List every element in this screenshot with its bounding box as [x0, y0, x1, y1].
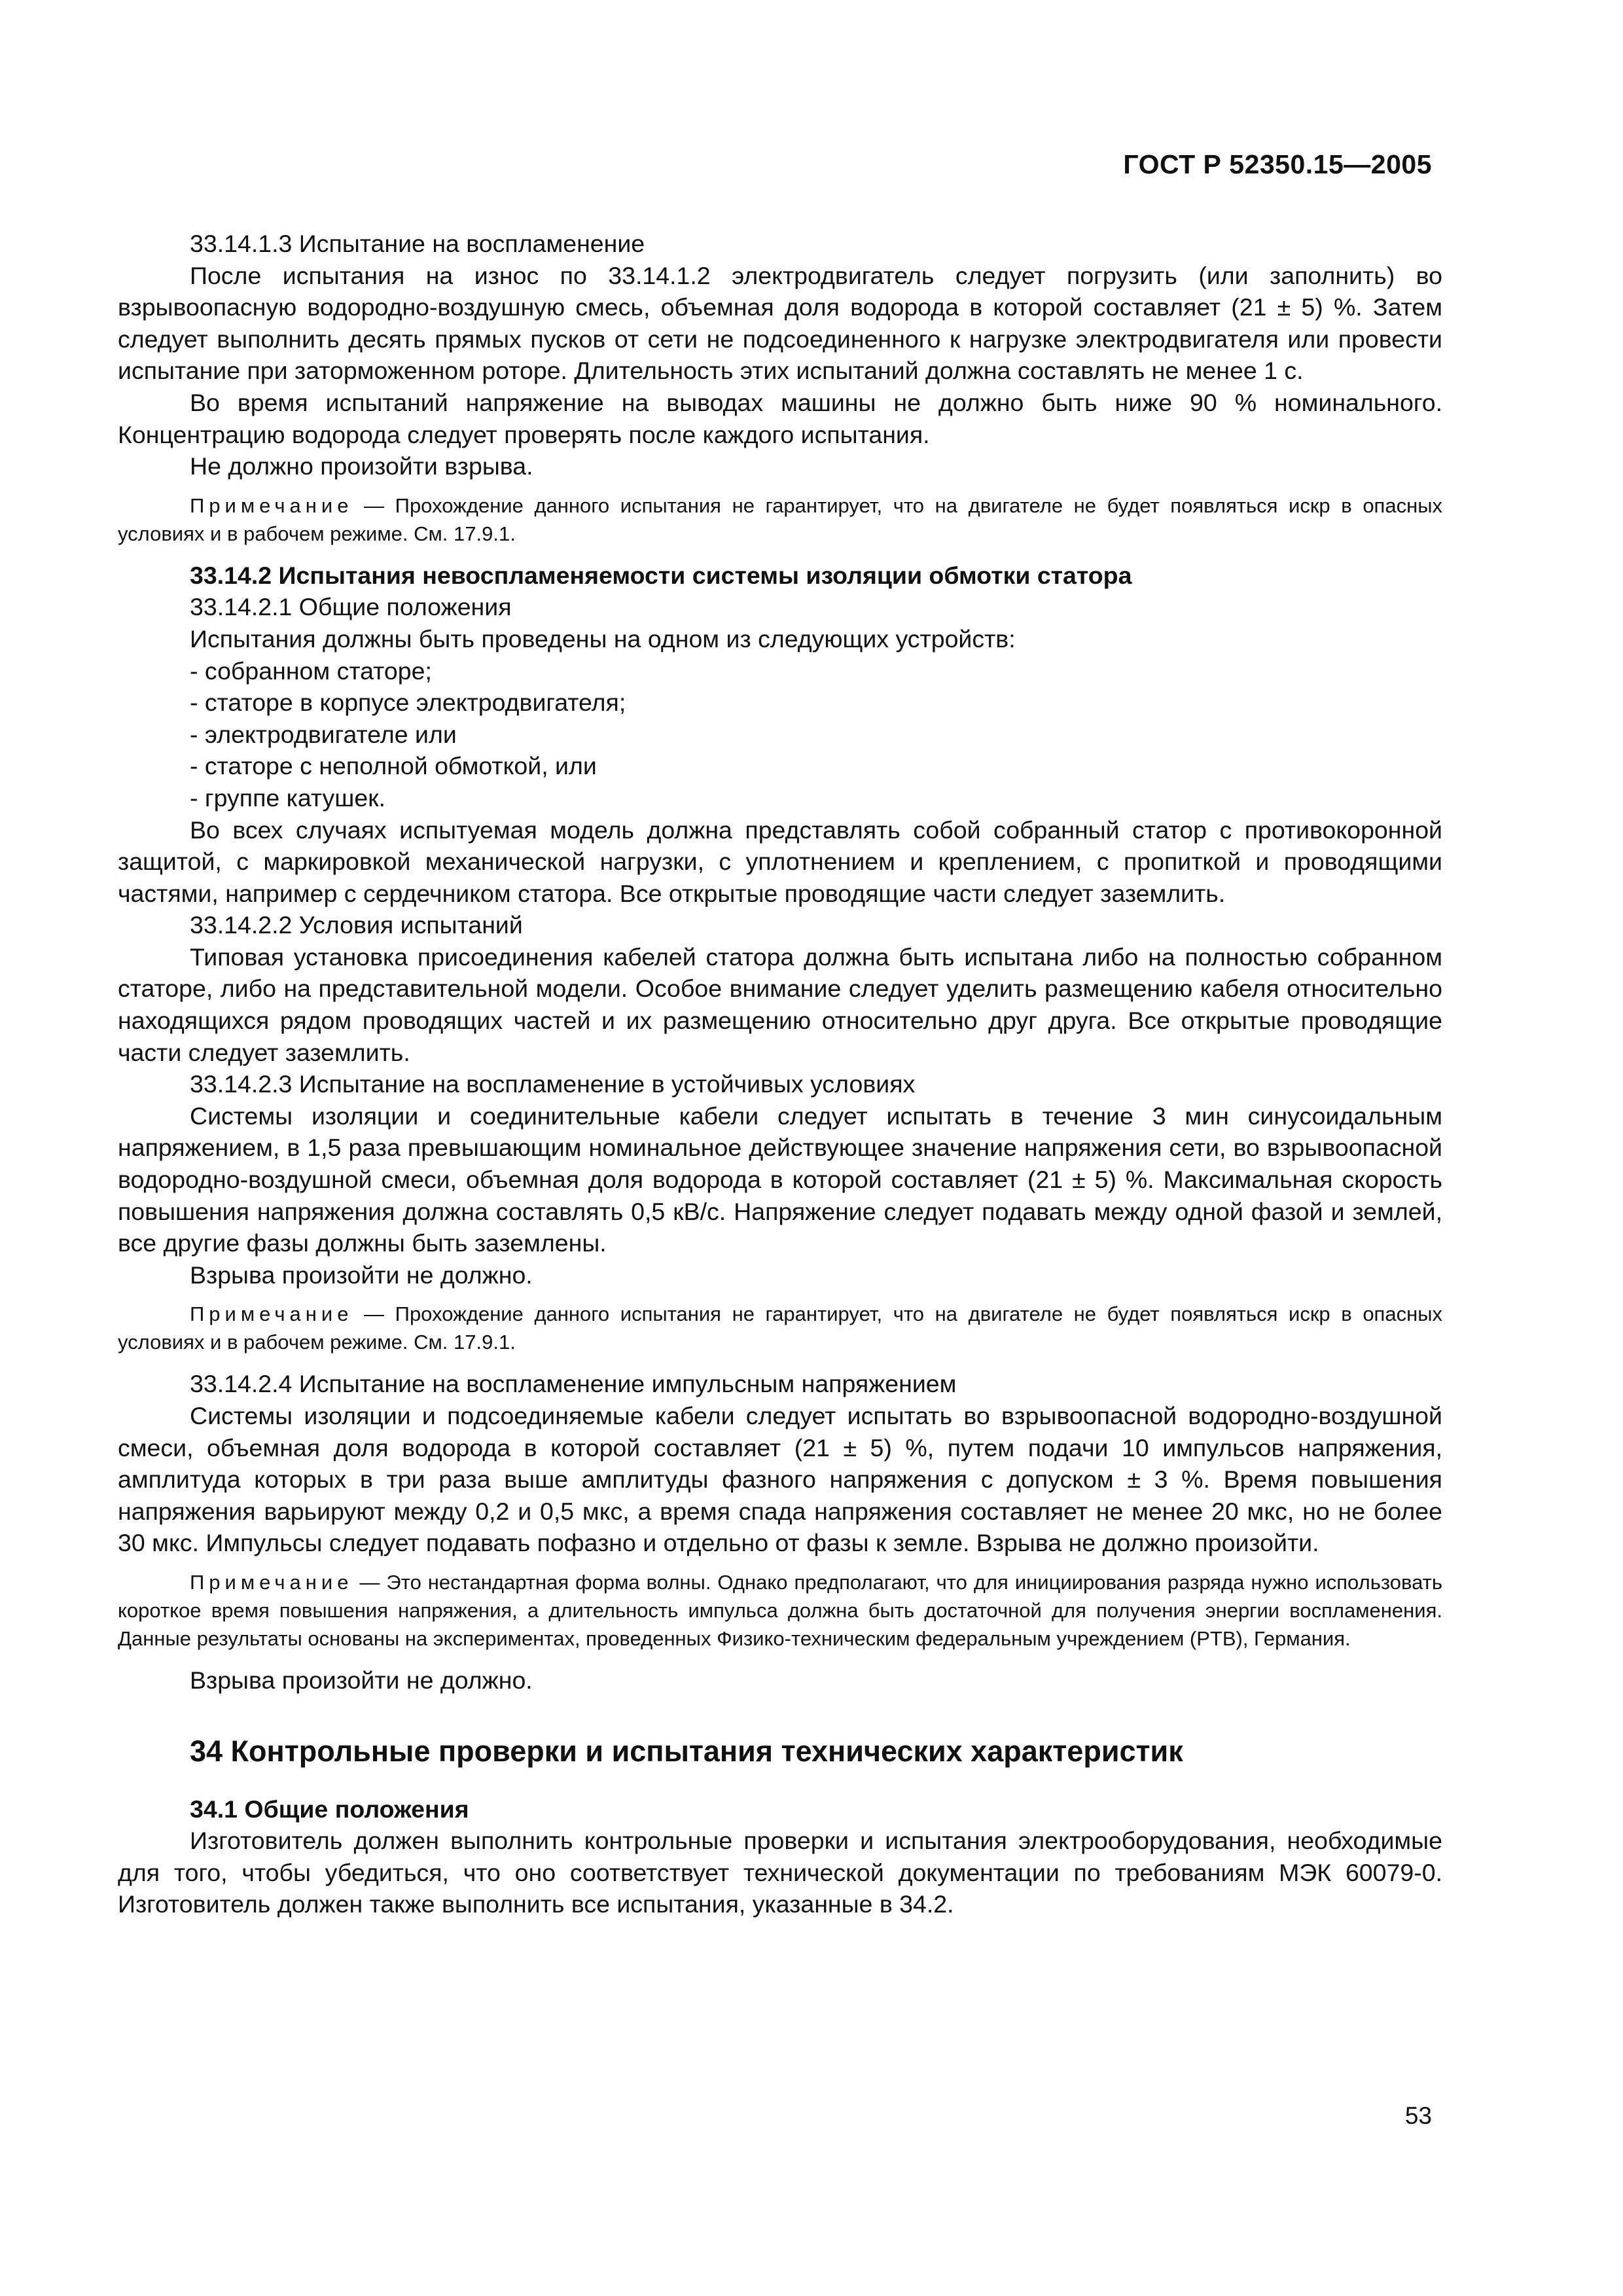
note [118, 492, 1442, 548]
paragraph: Взрыва произойти не должно. [190, 1666, 533, 1694]
standard-header: ГОСТ Р 52350.15—2005 [1123, 149, 1432, 179]
list-item: - электродвигателе или [190, 720, 457, 748]
note [118, 1300, 1442, 1356]
paragraph: Системы изоляции и соединительные кабели следует испытать в течение 3 мин синусоидальным напряжением, в 1,5 раза превышающим номинальное действующее значение напряжения сети, во взрывоопасной водородно-воздушной смеси, объемная доля водорода в которой составляет (21 ± 5) %. Максимальная скорость повышения напряжения должна составлять 0,5 кВ/с. Напряжение следует подавать между одной фазой и землей, все другие фазы должны быть заземлены. [118, 1102, 1442, 1257]
list-item: - собранном статоре; [190, 656, 432, 685]
clause-heading-33-14-2-3: 33.14.2.3 Испытание на воспламенение в устойчивых условиях [190, 1070, 916, 1098]
paragraph: Во всех случаях испытуемая модель должна представлять собой собранный статор с противокоронной защитой, с маркировкой механической нагрузки, с уплотнением и креплением, с пропиткой и проводящими частями, например с сердечником статора. Все открытые проводящие части следует заземлить. [118, 816, 1442, 907]
note-label: Примечание [190, 1302, 353, 1326]
paragraph: Типовая установка присоединения кабелей статора должна быть испытана либо на полностью собранном статоре, либо на представительной модели. Особое внимание следует уделить размещению кабеля относительно находящихся рядом проводящих частей и их размещению относительно друг друга. Все открытые проводящие части следует заземлить. [118, 942, 1442, 1066]
paragraph: Изготовитель должен выполнить контрольные проверки и испытания электрооборудования, необходимые для того, чтобы убедиться, что оно соответствует технической документации по требованиям МЭК 60079-0. Изготовитель должен также выполнить все испытания, указанные в 34.2. [118, 1827, 1442, 1918]
paragraph: Не должно произойти взрыва. [190, 452, 533, 480]
list-item: - статоре с неполной обмоткой, или [190, 752, 597, 780]
clause-heading-33-14-1-3: 33.14.1.3 Испытание на воспламенение [190, 230, 645, 257]
document-body [118, 228, 1442, 1920]
list-item: - статоре в корпусе электродвигателя; [190, 689, 626, 717]
section-heading-34: 34 Контрольные проверки и испытания технических характеристик [190, 1734, 1183, 1768]
paragraph: После испытания на износ по 33.14.1.2 электродвигатель следует погрузить (или заполнить) во взрывоопасную водородно-воздушную смесь, объемная доля водорода в которой составляет (21 ± 5) %. Затем следует выполнить десять прямых пусков от сети не подсоединенного к нагрузке электродвигателя или провести испытание при заторможенном роторе. Длительность этих испытаний должна составлять не менее 1 с. [118, 261, 1442, 385]
paragraph: Взрыва произойти не должно. [190, 1261, 533, 1289]
paragraph: Во время испытаний напряжение на выводах машины не должно быть ниже 90 % номинального. Концентрацию водорода следует проверять после каждого испытания. [118, 388, 1442, 448]
paragraph: Испытания должны быть проведены на одном из следующих устройств: [190, 624, 1016, 653]
list-item: - группе катушек. [190, 783, 386, 812]
section-heading-33-14-2: 33.14.2 Испытания невоспламеняемости системы изоляции обмотки статора [190, 561, 1132, 589]
clause-heading-33-14-2-2: 33.14.2.2 Условия испытаний [190, 911, 523, 939]
section-heading-34-1: 34.1 Общие положения [190, 1795, 469, 1823]
paragraph: Системы изоляции и подсоединяемые кабели следует испытать во взрывоопасной водородно-воздушной смеси, объемная доля водорода в которой составляет (21 ± 5) %, путем подачи 10 импульсов напряжения, амплитуда которых в три раза выше амплитуды фазного напряжения с допуском ± 3 %. Время повышения напряжения варьируют между 0,2 и 0,5 мкс, а время спада напряжения составляет не менее 20 мкс, но не более 30 мкс. Импульсы следует подавать пофазно и отдельно от фазы к земле. Взрыва не должно произойти. [118, 1402, 1442, 1557]
note-text: — Прохождение данного испытания не гарантирует, что на двигателе не будет появляться искр в опасных условиях и в рабочем режиме. См. 17.9.1. [118, 1302, 1442, 1354]
clause-heading-33-14-2-1: 33.14.2.1 Общие положения [190, 593, 512, 621]
note-label: Примечание [190, 493, 353, 517]
page-number: 53 [1404, 2102, 1432, 2129]
note-text: — Это нестандартная форма волны. Однако предполагают, что для инициирования разряда нужно использовать короткое время повышения напряжения, а длительность импульса должна быть достаточной для получения энергии воспламенения. Данные результаты основаны на экспериментах, проведенных Физико-техническим федеральным учреждением (PTB), Германия. [118, 1570, 1442, 1650]
note-label: Примечание [190, 1570, 353, 1594]
note-text: — Прохождение данного испытания не гарантирует, что на двигателе не будет появляться искр в опасных условиях и в рабочем режиме. См. 17.9.1. [118, 493, 1442, 545]
note [118, 1568, 1442, 1653]
clause-heading-33-14-2-4: 33.14.2.4 Испытание на воспламенение импульсным напряжением [190, 1370, 957, 1398]
